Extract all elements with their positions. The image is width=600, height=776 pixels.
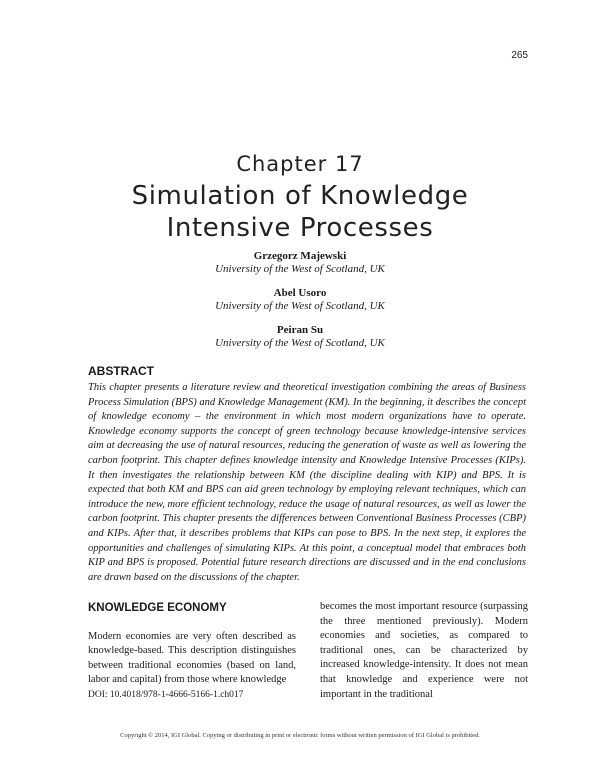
abstract-heading: ABSTRACT bbox=[88, 364, 154, 378]
author-name: Grzegorz Majewski bbox=[253, 250, 347, 262]
chapter-title-line-2: Intensive Processes bbox=[166, 213, 434, 243]
author-affiliation: University of the West of Scotland, UK bbox=[215, 300, 385, 312]
author-list bbox=[0, 250, 600, 361]
author-affiliation: University of the West of Scotland, UK bbox=[215, 263, 385, 275]
author-block bbox=[0, 324, 600, 350]
left-column bbox=[88, 601, 296, 688]
right-column bbox=[320, 600, 528, 702]
section-heading: KNOWLEDGE ECONOMY bbox=[88, 602, 227, 614]
chapter-title bbox=[0, 180, 600, 244]
author-affiliation: University of the West of Scotland, UK bbox=[215, 337, 385, 349]
copyright-notice: Copyright © 2014, IGI Global. Copying or distributing in print or electronic forms without written permission of IGI Global is prohibited. bbox=[120, 732, 480, 739]
chapter-label: Chapter 17 bbox=[236, 152, 364, 176]
abstract-body: This chapter presents a literature review and theoretical investigation combining the areas of Business Process Simulation (BPS) and Knowledge Management (KM). In the beginning, it describes the concept of knowledge economy – the environment in which most modern organizations have to operate. Knowledge economy supports the concept of green technology because knowledge-intensive services aim at decreasing the use of natural resources, reducing the generation of waste as well as lowering the carbon footprint. This chapter defines knowledge intensity and Knowledge Intensive Processes (KIPs). It then investigates the relationship between KM (the discipline dealing with KIP) and BPS. It is expected that both KM and BPS can aid green technology by employing relevant techniques, which can introduce the new, more efficient technology, reduce the usage of natural resources, as well as lower the carbon footprint. This chapter presents the differences between Conventional Business Processes (CBP) and KIPs. After that, it describes problems that KIPs can pose to BPS. In the next step, it explores the opportunities and challenges of simulating KIPs. At this point, a conceptual model that embraces both KIP and BPS is proposed. Potential future research directions are discussed and in the end conclusions are drawn based on the discussions of the chapter. bbox=[88, 382, 526, 583]
doi: DOI: 10.4018/978-1-4666-5166-1.ch017 bbox=[88, 690, 244, 700]
page-number: 265 bbox=[511, 50, 528, 61]
author-block bbox=[0, 287, 600, 313]
chapter-title-line-1: Simulation of Knowledge bbox=[131, 181, 469, 211]
author-name: Abel Usoro bbox=[273, 287, 327, 299]
right-column-text: becomes the most important resource (surpassing the three mentioned previously). Modern economies and societies, as compared to traditional ones, can be characterized by increased knowledge-intensity. It does not mean that knowledge and experience were not important in the traditional bbox=[320, 601, 528, 700]
author-name: Peiran Su bbox=[276, 324, 324, 336]
author-block bbox=[0, 250, 600, 276]
left-column-text: Modern economies are very often described as knowledge-based. This description distinguishes between traditional economies (based on land, labor and capital) from those where knowledge bbox=[88, 630, 296, 686]
